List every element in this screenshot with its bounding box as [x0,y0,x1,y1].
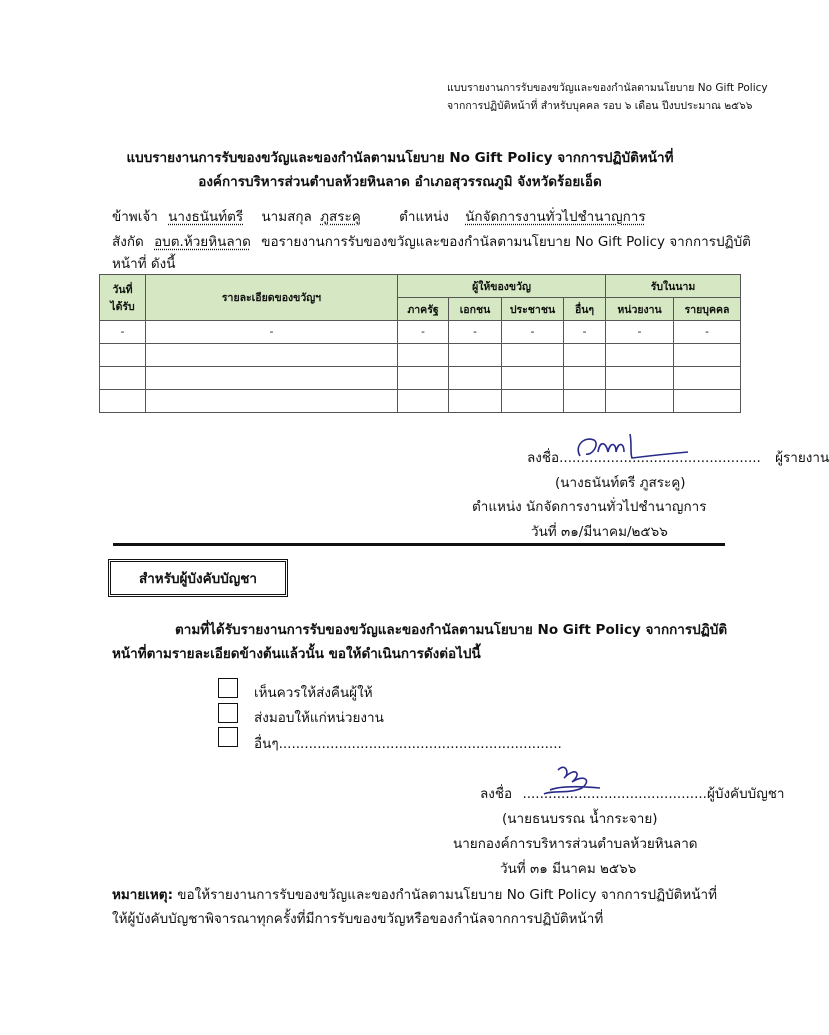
table-cell [398,367,449,390]
table-cell [100,344,146,367]
reporter-full-name: (นางธนันท์ตรี ภูสระคู) [555,475,686,491]
supervisor-section-title: สำหรับผู้บังคับบัญชา [108,559,288,597]
reporter-position-sign: ตำแหน่ง นักจัดการงานทั่วไปชำนาญการ [472,499,707,515]
reporter-role: ผู้รายงาน [775,450,829,466]
reporter-position: นักจัดการงานทั่วไปชำนาญการ [465,209,646,225]
sign-label: ลงชื่อ [527,450,560,466]
table-cell [449,390,502,413]
table-row [100,344,741,367]
reporter-date: วันที่ ๓๑/มีนาคม/๒๕๖๖ [531,524,668,540]
supervisor-date: วันที่ ๓๑ มีนาคม ๒๕๖๖ [500,861,637,877]
report-table [99,274,741,413]
option-return-checkbox[interactable] [218,678,238,698]
reporter-affil: อบต.ห้วยหินลาด [154,234,251,250]
table-cell [606,367,674,390]
table-cell [502,367,564,390]
table-cell: - [449,321,502,344]
supervisor-full-name: (นายธนบรรณ น้ำกระจาย) [502,811,658,827]
table-cell [398,344,449,367]
affil-label: สังกัด [112,234,144,250]
note-text: ขอให้รายงานการรับของขวัญและของกำนัลตามนโยบาย No Gift Policy จากการปฏิบัติหน้าที่ [172,887,718,903]
request-text: ขอรายงานการรับของขวัญและของกำนัลตามนโยบาย No Gift Policy จากการปฏิบัติ [261,234,751,250]
table-cell: - [146,321,398,344]
section-divider [113,543,725,546]
table-cell [146,390,398,413]
table-cell [100,367,146,390]
note-label: หมายเหตุ: [112,887,173,903]
col-header-public: ประชาชน [502,298,564,321]
option-other-checkbox[interactable] [218,727,238,747]
option-return-label: เห็นควรให้ส่งคืนผู้ให้ [254,685,373,701]
table-cell [146,344,398,367]
reporter-surname: ภูสระคู [320,209,361,225]
page-title: แบบรายงานการรับของขวัญและของกำนัลตามนโยบาย No Gift Policy จากการปฏิบัติหน้าที่ [126,150,674,166]
supervisor-position: นายกองค์การบริหารส่วนตำบลห้วยหินลาด [453,836,698,852]
note-line1 [112,883,717,905]
col-group-receive: รับในนาม [606,275,741,298]
supervisor-para-line1: ตามที่ได้รับรายงานการรับของขวัญและของกำนัลตามนโยบาย No Gift Policy จากการปฏิบัติ [175,622,728,638]
table-cell: - [100,321,146,344]
col-header-detail: รายละเอียดของขวัญฯ [146,275,398,321]
supervisor-para-line2: หน้าที่ตามรายละเอียดข้างต้นแล้วนั้น ขอให้ดำเนินการดังต่อไปนี้ [112,646,481,662]
table-cell [502,344,564,367]
surname-label: นามสกุล [261,209,312,225]
table-cell [502,390,564,413]
reporter-signature-image [570,428,695,468]
reporter-line1 [112,205,646,227]
table-row [100,321,741,344]
table-cell [606,344,674,367]
form-header-line2: จากการปฏิบัติหน้าที่ สำหรับบุคคล รอบ ๖ เดือน ปีงบประมาณ ๒๕๖๖ [447,100,753,112]
supervisor-signature-line [480,782,784,804]
table-row [100,367,741,390]
table-cell [564,367,606,390]
form-header-line1: แบบรายงานการรับของขวัญและของกำนัลตามนโยบาย No Gift Policy [447,82,768,94]
page-subtitle: องค์การบริหารส่วนตำบลห้วยหินลาด อำเภอสุวรรณภูมิ จังหวัดร้อยเอ็ด [198,174,602,190]
table-cell [674,344,741,367]
table-cell [674,367,741,390]
col-header-individual: รายบุคคล [674,298,741,321]
col-header-agency: หน่วยงาน [606,298,674,321]
table-cell [398,390,449,413]
table-cell [564,344,606,367]
table-cell: - [564,321,606,344]
request-text-cont: หน้าที่ ดังนี้ [112,256,176,272]
supervisor-role: ผู้บังคับบัญชา [706,786,785,802]
table-cell: - [674,321,741,344]
table-cell [674,390,741,413]
option-transfer-label: ส่งมอบให้แก่หน่วยงาน [254,710,384,726]
table-cell [564,390,606,413]
col-header-other: อื่นๆ [564,298,606,321]
table-cell [606,390,674,413]
note-line2: ให้ผู้บังคับบัญชาพิจารณาทุกครั้งที่มีการรับของขวัญหรือของกำนัลจากการปฏิบัติหน้าที่ [112,911,604,927]
col-header-government: ภาครัฐ [398,298,449,321]
reporter-name: นางธนันท์ตรี [168,209,244,225]
table-cell [100,390,146,413]
option-other-label: อื่นๆ.................................................................. [254,736,562,752]
sign-label: ลงชื่อ [480,786,513,802]
table-cell: - [606,321,674,344]
option-transfer-checkbox[interactable] [218,703,238,723]
table-cell [449,344,502,367]
table-cell [449,367,502,390]
position-label: ตำแหน่ง [399,209,449,225]
table-cell [146,367,398,390]
table-cell: - [398,321,449,344]
signature-dots: ............................................... [559,450,761,466]
table-row [100,390,741,413]
i-label: ข้าพเจ้า [112,209,158,225]
col-header-private: เอกชน [449,298,502,321]
reporter-line2 [112,230,751,252]
table-cell: - [502,321,564,344]
signature-dots: ........................................... [522,786,707,802]
supervisor-signature-image [530,760,610,798]
col-header-date: วันที่ ได้รับ [100,275,146,321]
col-group-giver: ผู้ให้ของขวัญ [398,275,606,298]
